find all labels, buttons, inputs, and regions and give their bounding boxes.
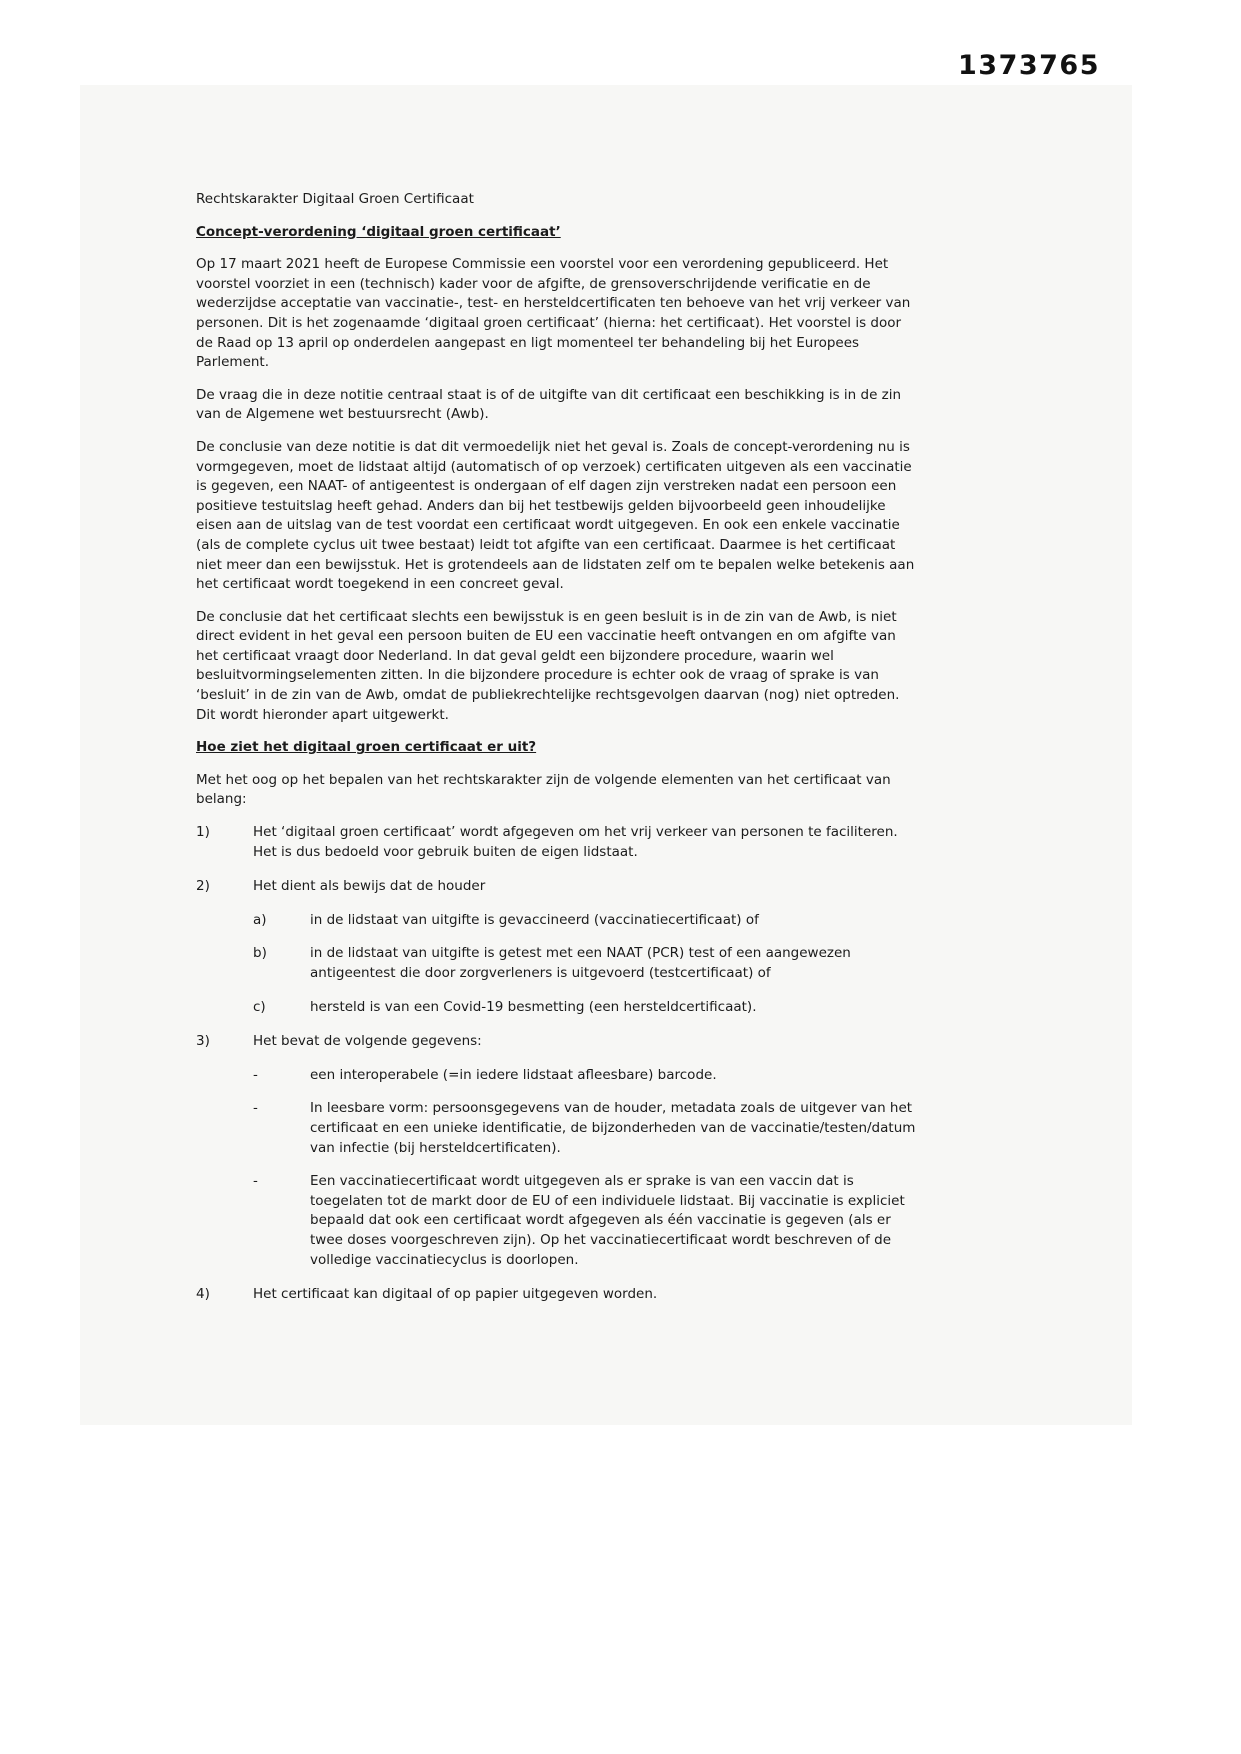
sub-item-a bbox=[253, 911, 916, 931]
list-item-3-text: Het bevat de volgende gegevens: bbox=[253, 1033, 482, 1050]
list-marker-3: 3) bbox=[196, 1033, 210, 1050]
sub-marker-a: a) bbox=[253, 911, 267, 928]
section-heading-hoe-ziet: Hoe ziet het digitaal groen certificaat er uit? bbox=[196, 739, 537, 756]
bullet-dash-1: - bbox=[253, 1066, 258, 1083]
paragraph-1: Op 17 maart 2021 heeft de Europese Commissie een voorstel voor een verordening gepubliceerd. Het voorstel voorziet in een (technisch) kader voor de afgifte, de grensoverschrijdende verificatie en de wederzijdse acceptatie van vaccinatie-, test- en hersteldcertificaten ten behoeve van het vrij verkeer van personen. Dit is het zogenaamde ‘digitaal groen certificaat’ (hierna: het certificaat). Het voorstel is door de Raad op 13 april op onderdelen aangepast en ligt momenteel ter behandeling bij het Europees Parlement. bbox=[196, 256, 911, 371]
section-heading-concept-verordening: Concept-verordening ‘digitaal groen certificaat’ bbox=[196, 223, 561, 240]
list-item-4 bbox=[196, 1285, 916, 1305]
sub-marker-c: c) bbox=[253, 998, 266, 1015]
document-content bbox=[196, 190, 916, 1320]
sub-marker-b: b) bbox=[253, 945, 267, 962]
sub-item-b bbox=[253, 944, 916, 983]
paragraph-4: De conclusie dat het certificaat slechts een bewijsstuk is en geen besluit is in de zin van de Awb, is niet direct evident in het geval een persoon buiten de EU een vaccinatie heeft ontvangen en om afgifte van het certificaat vraagt door Nederland. In dat geval geldt een bijzondere procedure, waarin wel besluitvormingselementen zitten. In die bijzondere procedure is echter ook de vraag of sprake is van ‘besluit’ in de zin van de Awb, omdat de publiekrechtelijke rechtsgevolgen daarvan (nog) niet optreden. Dit wordt hieronder apart uitgewerkt. bbox=[196, 608, 900, 723]
list-item-4-text: Het certificaat kan digitaal of op papier uitgegeven worden. bbox=[253, 1286, 658, 1303]
bullet-item-1 bbox=[253, 1066, 916, 1086]
list-item-3 bbox=[196, 1032, 916, 1270]
paragraph-5: Met het oog op het bepalen van het rechtskarakter zijn de volgende elementen van het certificaat van belang: bbox=[196, 771, 891, 808]
sub-item-b-text: in de lidstaat van uitgifte is getest met een NAAT (PCR) test of een aangewezen antigeentest die door zorgverleners is uitgevoerd (testcertificaat) of bbox=[310, 945, 851, 981]
bullet-dash-2: - bbox=[253, 1100, 258, 1117]
list-item-1 bbox=[196, 823, 916, 862]
bullet-item-2-text: In leesbare vorm: persoonsgegevens van de houder, metadata zoals de uitgever van het certificaat en een unieke identificatie, de bijzonderheden van de vaccinatie/testen/datum van infectie (bij hersteldcertificaten). bbox=[310, 1100, 916, 1156]
bullet-item-3-text: Een vaccinatiecertificaat wordt uitgegeven als er sprake is van een vaccin dat is toegelaten tot de markt door de EU of een individuele lidstaat. Bij vaccinatie is expliciet bepaald dat ook een certificaat wordt afgegeven als één vaccinatie is gegeven (als er twee doses voorgeschreven zijn). Op het vaccinatiecertificaat wordt beschreven of de volledige vaccinatiecyclus is doorlopen. bbox=[310, 1173, 905, 1268]
list-marker-2: 2) bbox=[196, 878, 210, 895]
list-item-2 bbox=[196, 877, 916, 1017]
bullet-dash-3: - bbox=[253, 1173, 258, 1190]
sub-item-c bbox=[253, 998, 916, 1018]
document-title: Rechtskarakter Digitaal Groen Certificaat bbox=[196, 191, 474, 207]
list-marker-1: 1) bbox=[196, 824, 210, 841]
list-item-1-text: Het ‘digitaal groen certificaat’ wordt afgegeven om het vrij verkeer van personen te faciliteren. Het is dus bedoeld voor gebruik buiten de eigen lidstaat. bbox=[253, 824, 898, 860]
sub-item-a-text: in de lidstaat van uitgifte is gevaccineerd (vaccinatiecertificaat) of bbox=[310, 911, 759, 928]
list-marker-4: 4) bbox=[196, 1286, 210, 1303]
bullet-item-3 bbox=[253, 1172, 916, 1270]
paragraph-2: De vraag die in deze notitie centraal staat is of de uitgifte van dit certificaat een beschikking is in de zin van de Algemene wet bestuursrecht (Awb). bbox=[196, 386, 902, 423]
page-number-stamp: 1373765 bbox=[958, 50, 1101, 81]
bullet-item-1-text: een interoperabele (=in iedere lidstaat afleesbare) barcode. bbox=[310, 1066, 717, 1083]
bullet-item-2 bbox=[253, 1099, 916, 1158]
sub-item-c-text: hersteld is van een Covid-19 besmetting (een hersteldcertificaat). bbox=[310, 998, 757, 1015]
paragraph-3: De conclusie van deze notitie is dat dit vermoedelijk niet het geval is. Zoals de concept-verordening nu is vormgegeven, moet de lidstaat altijd (automatisch of op verzoek) certificaten uitgeven als een vaccinatie is gegeven, een NAAT- of antigeentest is ondergaan of elf dagen zijn verstreken nadat een persoon een positieve testuitslag heeft gehad. Anders dan bij het testbewijs gelden bijvoorbeeld geen inhoudelijke eisen aan de uitslag van de test voordat een certificaat wordt uitgegeven. En ook een enkele vaccinatie (als de complete cyclus uit twee bestaat) leidt tot afgifte van een certificaat. Daarmee is het certificaat niet meer dan een bewijsstuk. Het is grotendeels aan de lidstaten zelf om te bepalen welke betekenis aan het certificaat wordt toegekend in een concreet geval. bbox=[196, 438, 915, 593]
list-item-2-text: Het dient als bewijs dat de houder bbox=[253, 878, 486, 895]
